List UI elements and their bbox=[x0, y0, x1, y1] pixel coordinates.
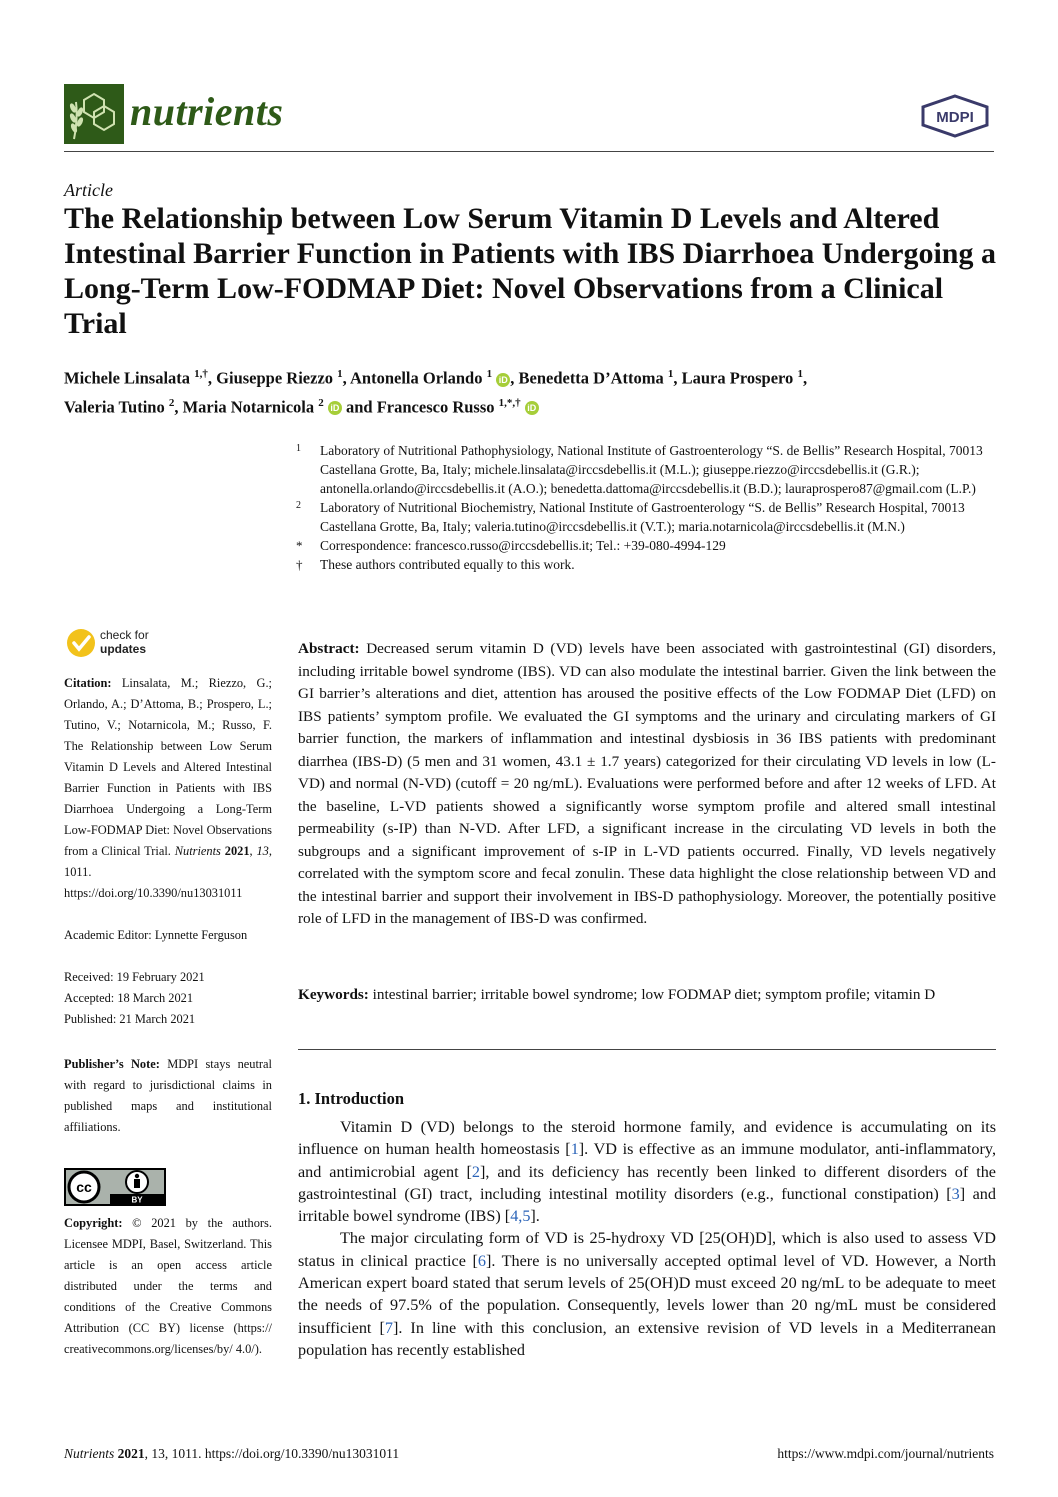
paragraph-text: The major circulating form of VD is 25-hydroxy VD [25(OH)D], which is also used to assess VD status in clinical practice [ bbox=[298, 1229, 996, 1270]
author-separator: , bbox=[510, 368, 519, 388]
footer-journal-url[interactable]: https://www.mdpi.com/journal/nutrients bbox=[777, 1446, 994, 1461]
citation: Citation: Linsalata, M.; Riezzo, G.; Orlando, A.; D’Attoma, B.; Prospero, L.; Tutino, V.; Notarnicola, M.; Russo, F. The Relationship between Low Serum Vitamin D Levels and Altered Intestinal Barrier Function in Patients with IBS Diarrhoea Undergoing a Long-Term Low-FODMAP Diet: Novel Observations from a Clinical Trial. Nutrients 2021, 13, 1011. https://doi.org/10.3390/nu13031011 bbox=[64, 676, 272, 900]
footer-doi[interactable]: , 13, 1011. https://doi.org/10.3390/nu13031011 bbox=[144, 1446, 400, 1461]
affiliation-mark: 1 bbox=[296, 443, 301, 454]
author-name: Benedetta D’Attoma bbox=[518, 368, 668, 388]
journal-name: nutrients bbox=[130, 89, 284, 134]
accepted-date: Accepted: 18 March 2021 bbox=[64, 991, 194, 1005]
publisher-note bbox=[64, 1054, 272, 1138]
paragraph-text: ]. bbox=[530, 1207, 540, 1226]
paragraph-text: ], and its deficiency has recently been linked to different disorders of the gastrointestinal (GI) tract, including intestinal motility disorders (e.g., functional constipation) [ bbox=[298, 1162, 996, 1203]
header-rule bbox=[64, 151, 994, 152]
affiliation-item bbox=[296, 498, 996, 536]
author-name: Valeria Tutino bbox=[64, 397, 169, 416]
citation-doi[interactable]: 1011. https://doi.org/10.3390/nu13031011 bbox=[64, 865, 243, 900]
copyright-text: © 2021 by the authors. Licensee MDPI, Basel, Switzerland. This article is an open access article distributed under the terms and conditions of the Creative Commons Attribution (CC BY) license (https:// creativecommons.org/licenses/by/ 4.0/). bbox=[64, 1216, 272, 1356]
reference-link[interactable]: 6 bbox=[477, 1251, 486, 1270]
affiliation-item bbox=[296, 536, 996, 555]
intro-paragraph-2 bbox=[298, 1227, 996, 1361]
reference-link[interactable]: 1 bbox=[570, 1140, 579, 1159]
publisher-note-label: Publisher’s Note: bbox=[64, 1057, 160, 1071]
svg-text:MDPI: MDPI bbox=[936, 109, 974, 126]
keywords-text: intestinal barrier; irritable bowel syndrome; low FODMAP diet; symptom profile; vitamin D bbox=[372, 986, 936, 1003]
author-list bbox=[64, 362, 1004, 419]
citation-label: Citation: bbox=[64, 676, 112, 690]
paragraph-text: ]. In line with this conclusion, an extensive revision of VD levels in a Mediterranean population has recently established bbox=[298, 1318, 996, 1359]
citation-volume: 13 bbox=[256, 844, 269, 858]
footer-citation bbox=[64, 1446, 399, 1462]
published-date: Published: 21 March 2021 bbox=[64, 1012, 196, 1026]
dates bbox=[64, 967, 272, 1030]
paragraph-text: ] and irritable bowel syndrome (IBS) [ bbox=[298, 1184, 996, 1226]
author-separator: , bbox=[207, 368, 217, 388]
journal-logo bbox=[64, 84, 124, 144]
keywords-label: Keywords: bbox=[298, 986, 369, 1003]
orcid-icon[interactable]: iD bbox=[328, 401, 342, 415]
svg-text:updates: updates bbox=[100, 642, 147, 656]
intro-paragraph-1 bbox=[298, 1116, 996, 1227]
author-name: Antonella Orlando bbox=[350, 368, 487, 388]
reference-link[interactable]: 7 bbox=[384, 1318, 393, 1337]
reference-link[interactable]: 2 bbox=[471, 1162, 480, 1181]
affiliation-mark: 2 bbox=[296, 500, 301, 511]
abstract bbox=[298, 638, 996, 931]
orcid-icon[interactable]: iD bbox=[496, 373, 510, 387]
publisher-note-text: MDPI stays neutral with regard to jurisdictional claims in published maps and institutional affiliations. bbox=[64, 1057, 272, 1134]
author-affiliation-mark: 1 bbox=[337, 368, 343, 380]
copyright-label: Copyright: bbox=[64, 1216, 123, 1230]
mdpi-logo bbox=[920, 94, 990, 138]
paragraph-text: ]. VD is effective as an immune modulator, anti-inflammatory, and antimicrobial agent [ bbox=[298, 1140, 996, 1181]
author-separator: , bbox=[342, 368, 350, 388]
abstract-text: Decreased serum vitamin D (VD) levels have been associated with gastrointestinal (GI) disorders, including irritable bowel syndrome (IBS). VD can also modulate the intestinal barrier. Given the link between the GI barrier’s alterations and diet, attention has aroused the positive effects of the Low FODMAP Diet (LFD) on IBS patients’ symptom profile. We evaluated the GI symptoms and the urinary and circulating markers of GI barrier function, the markers of inflammation and intestinal dysbiosis in 36 IBS patients with predominant diarrhea (IBS-D) (5 men and 31 women, 43.1 ± 1.7 years) categorized for their circulating VD levels in low (L-VD) and normal (N-VD) (cutoff = 20 ng/mL). Evaluations were performed before and after 12 weeks of LFD. At the baseline, L-VD patients showed a significantly worse symptom profile and altered small intestinal permeability (s-IP) than N-VD. After LFD, a significant increase in the circulating VD levels in both the subgroups and a significant improvement of s-IP in L-VD patients occurred. Finally, VD levels negatively correlated with the symptom score and fecal zonulin. These data highlight the close relationship between VD and the intestinal barrier and support their involvement in IBS-D pathophysiology. Moreover, the potentially positive role of LFD in the management of IBS-D was confirmed. bbox=[298, 640, 996, 927]
footer-year: 2021 bbox=[117, 1446, 145, 1461]
affiliation-text: Laboratory of Nutritional Biochemistry, National Institute of Gastroenterology “S. de Bellis” Research Hospital, 70013 Castellana Grotte, Ba, Italy; valeria.tutino@irccsdebellis.it (V.T.); maria.notarnicola@irccsdebellis.it (M.N.) bbox=[320, 500, 965, 534]
author-separator: and bbox=[341, 397, 377, 416]
author-affiliation-mark: 1 bbox=[797, 368, 803, 380]
cc-by-license-badge[interactable] bbox=[64, 1168, 166, 1206]
author-affiliation-mark: 1,† bbox=[194, 368, 208, 380]
author-separator: , bbox=[174, 397, 183, 416]
section-heading: 1. Introduction bbox=[298, 1089, 405, 1108]
author-name: Michele Linsalata bbox=[64, 368, 195, 388]
abstract-label: Abstract: bbox=[298, 640, 360, 657]
author-affiliation-mark: 2 bbox=[318, 396, 324, 409]
introduction-body bbox=[298, 1116, 996, 1361]
svg-text:BY: BY bbox=[131, 1195, 143, 1205]
svg-text:cc: cc bbox=[76, 1179, 92, 1195]
affiliation-item bbox=[296, 441, 996, 498]
author-affiliation-mark: 2 bbox=[168, 396, 175, 409]
affiliation-mark: * bbox=[296, 538, 303, 553]
affiliation-item bbox=[296, 555, 996, 574]
affiliation-text: Laboratory of Nutritional Pathophysiology, National Institute of Gastroenterology “S. de Bellis” Research Hospital, 70013 Castellana Grotte, Ba, Italy; michele.linsalata@irccsdebellis.it (M.L.); giuseppe.riezzo@irccsdebellis.it (G.R.); antonella.orlando@irccsdebellis.it (A.O.); benedetta.dattoma@irccsdebellis.it (B.D.); lauraprospero87@gmail.com (L.P.) bbox=[320, 443, 983, 496]
author-separator: , bbox=[673, 368, 682, 388]
author-separator: , bbox=[802, 368, 808, 388]
author-name: Laura Prospero bbox=[681, 368, 798, 388]
paragraph-text: Vitamin D (VD) belongs to the steroid hormone family, and evidence is accumulating on its influence on human health homeostasis [ bbox=[298, 1118, 996, 1159]
paragraph-text: ]. There is no universally accepted optimal level of VD. However, a North American expert board stated that serum levels of 25(OH)D must exceed 20 ng/mL to be adequate to meet the needs of 97.5% of the population. Consequently, levels lower than 20 ng/mL must be considered insufficient [ bbox=[298, 1251, 996, 1337]
author-name: Maria Notarnicola bbox=[182, 397, 319, 416]
affiliation-text: These authors contributed equally to this work. bbox=[320, 557, 575, 572]
copyright bbox=[64, 1213, 272, 1360]
citation-text: Linsalata, M.; Riezzo, G.; Orlando, A.; D’Attoma, B.; Prospero, L.; Tutino, V.; Notarnicola, M.; Russo, F. The Relationship between Low Serum Vitamin D Levels and Altered Intestinal Barrier Function in Patients with IBS Diarrhoea Undergoing a Long-Term Low-FODMAP Diet: Novel Observations from a Clinical Trial. bbox=[64, 676, 272, 858]
affiliation-text: Correspondence: francesco.russo@irccsdebellis.it; Tel.: +39-080-4994-129 bbox=[320, 538, 726, 553]
reference-link[interactable]: 3 bbox=[951, 1184, 960, 1203]
article-title: The Relationship between Low Serum Vitamin D Levels and Altered Intestinal Barrier Function in Patients with IBS Diarrhoea Undergoing a Long-Term Low-FODMAP Diet: Novel Observations from a Clinical Trial bbox=[64, 202, 996, 340]
reference-link[interactable]: 4,5 bbox=[510, 1207, 531, 1226]
affiliation-mark: † bbox=[296, 557, 303, 572]
svg-text:check for: check for bbox=[100, 628, 149, 642]
keywords bbox=[298, 984, 996, 1007]
author-affiliation-mark: 1 bbox=[667, 368, 674, 380]
citation-journal: Nutrients bbox=[174, 844, 221, 858]
author-affiliation-mark: 1,*,† bbox=[498, 396, 521, 409]
received-date: Received: 19 February 2021 bbox=[64, 970, 205, 984]
citation-year: 2021 bbox=[224, 844, 250, 858]
orcid-icon[interactable]: iD bbox=[525, 401, 539, 415]
section-divider bbox=[298, 1049, 996, 1050]
check-for-updates-badge[interactable] bbox=[64, 625, 184, 665]
author-name: Giuseppe Riezzo bbox=[216, 368, 338, 388]
academic-editor: Academic Editor: Lynnette Ferguson bbox=[64, 928, 248, 942]
author-affiliation-mark: 1 bbox=[486, 368, 493, 380]
footer-journal: Nutrients bbox=[64, 1446, 115, 1461]
author-name: Francesco Russo bbox=[376, 397, 499, 416]
affiliations bbox=[296, 441, 996, 574]
article-type: Article bbox=[64, 180, 113, 200]
